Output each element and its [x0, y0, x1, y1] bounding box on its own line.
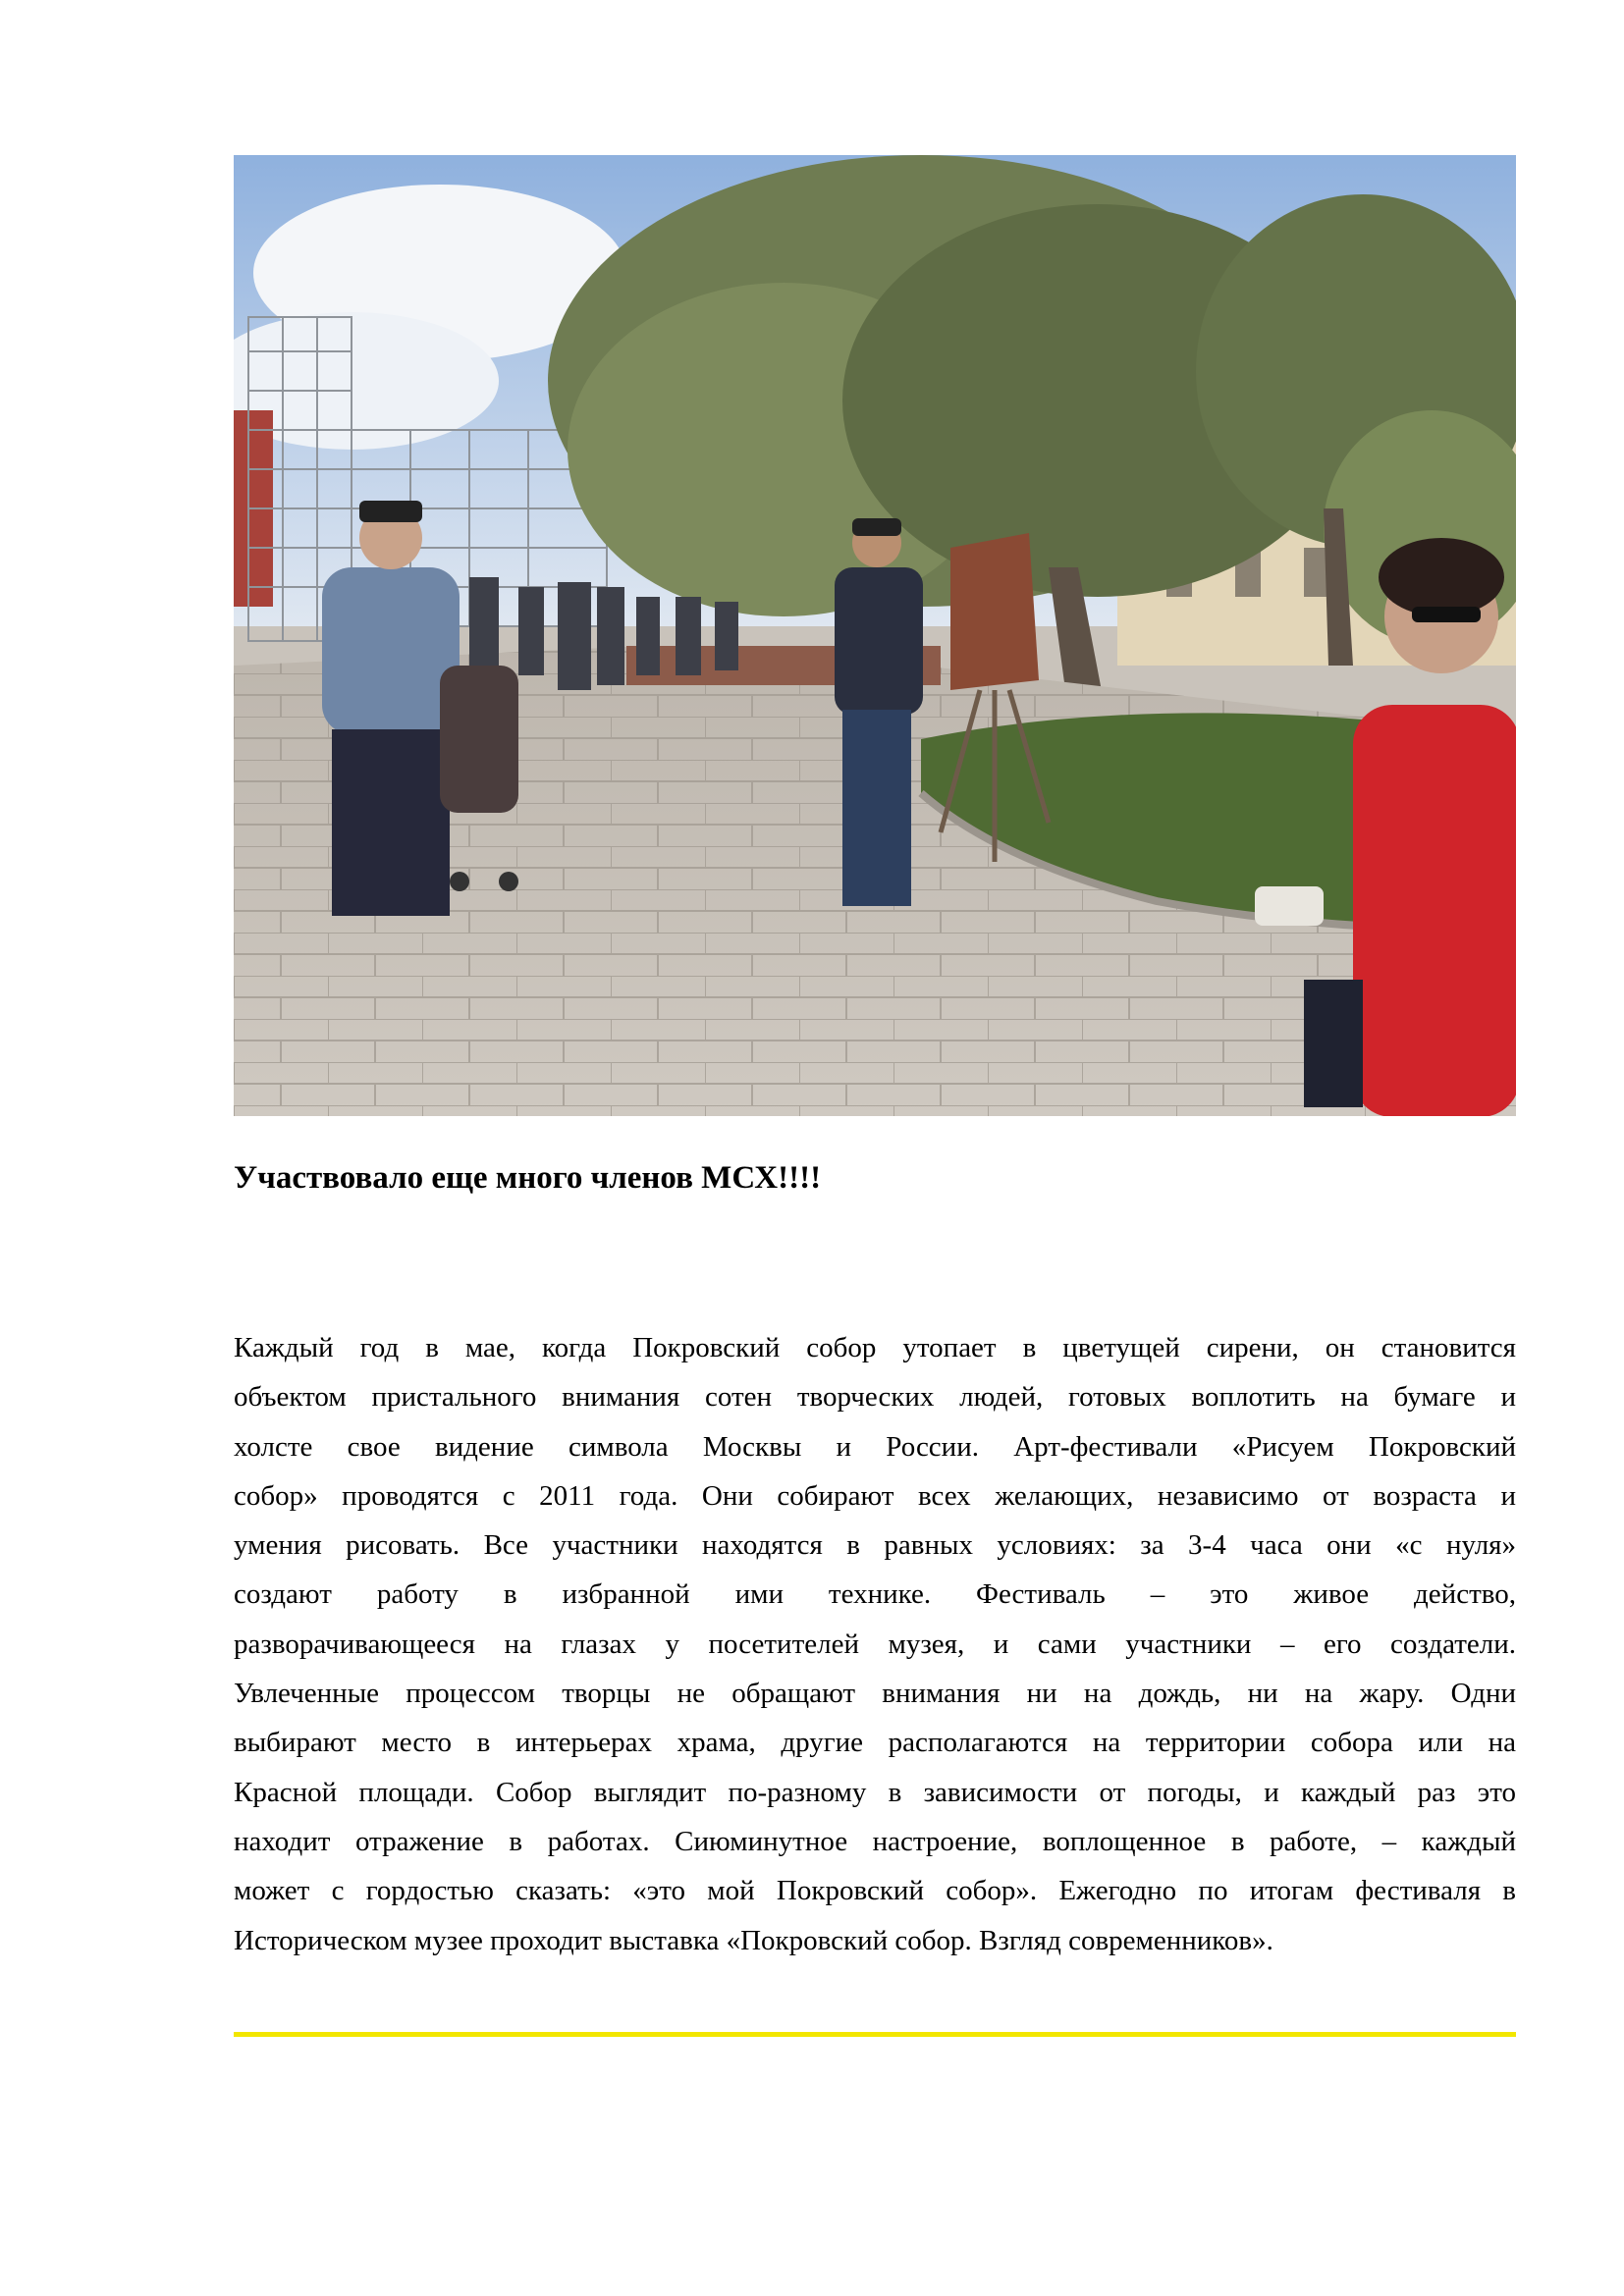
paragraph-line: Увлеченные процессом творцы не обращают внимания ни на дождь, ни на жару. Одни	[234, 1678, 1516, 1710]
paragraph-line: выбирают место в интерьерах храма, другие располагаются на территории собора или на	[234, 1727, 1516, 1759]
paragraph-line: Каждый год в мае, когда Покровский собор утопает в цветущей сирени, он становится	[234, 1332, 1516, 1363]
paragraph-line: умения рисовать. Все участники находятся в равных условиях: за 3-4 часа они «с нуля»	[234, 1529, 1516, 1562]
photo-caption: Участвовало еще много членов МСХ!!!!	[234, 1160, 822, 1196]
paragraph-line: собор» проводятся с 2011 года. Они собирают всех желающих, независимо от возраста и	[234, 1479, 1516, 1512]
bag	[1255, 886, 1324, 926]
yellow-divider	[234, 2032, 1516, 2037]
article-paragraph	[234, 1323, 1516, 1965]
paragraph-line: холсте свое видение символа Москвы и России. Арт-фестивали «Рисуем Покровский	[234, 1430, 1516, 1463]
paragraph-line: может с гордостью сказать: «это мой Покровский собор». Ежегодно по итогам фестиваля в	[234, 1875, 1516, 1907]
paragraph-line: находит отражение в работах. Сиюминутное настроение, воплощенное в работе, – каждый	[234, 1825, 1516, 1857]
festival-photo-drawing	[234, 155, 1516, 1116]
easel-canvas	[950, 533, 1039, 690]
paragraph-line: разворачивающееся на глазах у посетителей музея, и сами участники – его создатели.	[234, 1628, 1516, 1660]
paragraph-line: объектом пристального внимания сотен творческих людей, готовых воплотить на бумаге и	[234, 1381, 1516, 1414]
paragraph-line: Историческом музее проходит выставка «Покровский собор. Взгляд современников».	[234, 1924, 1273, 1956]
paragraph-line: Красной площади. Собор выглядит по-разному в зависимости от погоды, и каждый раз это	[234, 1776, 1516, 1808]
paragraph-line: создают работу в избранной ими технике. Фестиваль – это живое действо,	[234, 1578, 1516, 1611]
festival-photo	[234, 155, 1516, 1116]
tree-canopy	[548, 155, 1516, 646]
